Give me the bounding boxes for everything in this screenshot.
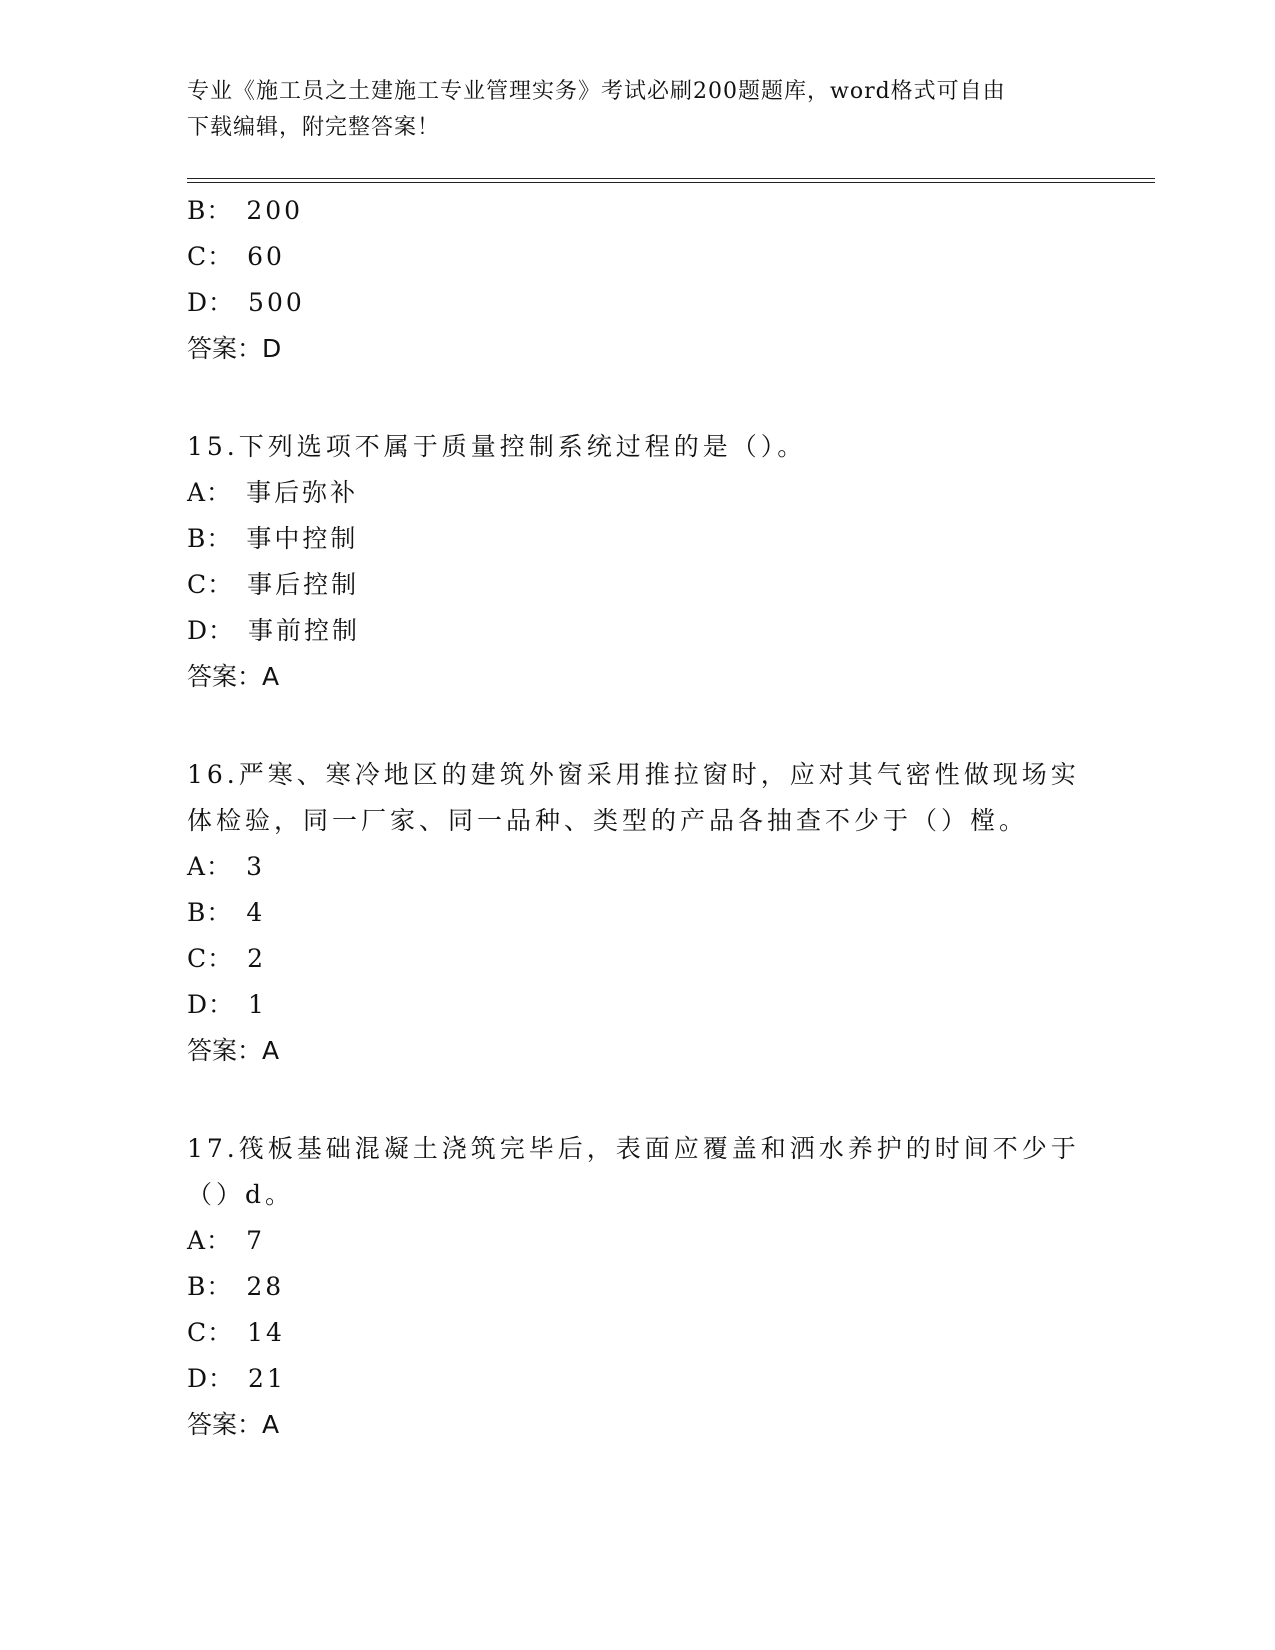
option-c <box>187 936 1087 982</box>
option-text: 4 <box>246 898 266 927</box>
option-text: 事后控制 <box>247 570 360 599</box>
option-text: 事后弥补 <box>246 478 359 507</box>
option-key: C： <box>187 1318 234 1347</box>
option-text: 2 <box>247 944 267 973</box>
question-stem-line: （）d。 <box>187 1180 295 1209</box>
question-stem-line: 体检验，同一厂家、同一品种、类型的产品各抽查不少于（）樘。 <box>187 806 1029 835</box>
option-b <box>187 516 1087 562</box>
option-a <box>187 470 1087 516</box>
option-text: 60 <box>247 242 285 271</box>
option-text: 21 <box>248 1364 286 1393</box>
question-list <box>187 188 1087 1448</box>
answer-line: 答案：A <box>187 662 280 691</box>
option-key: C： <box>187 242 234 271</box>
question-stem <box>187 752 1087 844</box>
option-text: 7 <box>246 1226 265 1255</box>
question-block-15 <box>187 424 1087 700</box>
option-key: B： <box>187 196 233 225</box>
option-key: A： <box>187 478 233 507</box>
answer-line: 答案：A <box>187 1410 280 1439</box>
answer-line: 答案：A <box>187 1036 280 1065</box>
option-d <box>187 982 1087 1028</box>
question-stem-line: 17.筏板基础混凝土浇筑完毕后，表面应覆盖和洒水养护的时间不少于 <box>187 1134 1080 1163</box>
option-text: 500 <box>248 288 305 317</box>
option-d <box>187 280 1087 326</box>
question-stem-line: 16.严寒、寒冷地区的建筑外窗采用推拉窗时，应对其气密性做现场实 <box>187 760 1080 789</box>
question-block-17 <box>187 1126 1087 1448</box>
spacer <box>187 1074 1087 1126</box>
option-b <box>187 1264 1087 1310</box>
spacer <box>187 372 1087 424</box>
question-block-continued <box>187 188 1087 372</box>
option-text: 200 <box>246 196 304 225</box>
option-a <box>187 844 1087 890</box>
option-text: 14 <box>247 1318 285 1347</box>
spacer <box>187 700 1087 752</box>
option-key: D： <box>187 1364 235 1393</box>
question-stem <box>187 1126 1087 1218</box>
header-line-2: 下载编辑，附完整答案！ <box>187 115 441 140</box>
option-key: C： <box>187 944 234 973</box>
header-divider-bottom <box>187 182 1155 183</box>
question-stem <box>187 424 1087 470</box>
option-b <box>187 890 1087 936</box>
option-text: 28 <box>246 1272 285 1301</box>
option-c <box>187 234 1087 280</box>
option-key: D： <box>187 616 235 645</box>
option-d <box>187 608 1087 654</box>
option-d <box>187 1356 1087 1402</box>
option-c <box>187 1310 1087 1356</box>
option-c <box>187 562 1087 608</box>
question-block-16 <box>187 752 1087 1074</box>
option-a <box>187 1218 1087 1264</box>
option-b <box>187 188 1087 234</box>
option-text: 3 <box>246 852 265 881</box>
header-line-1: 专业《施工员之土建施工专业管理实务》考试必刷200题题库，word格式可自由 <box>187 79 1006 104</box>
answer-line: 答案：D <box>187 334 282 363</box>
option-text: 事前控制 <box>248 616 361 645</box>
option-key: B： <box>187 1272 233 1301</box>
question-stem-line: 15.下列选项不属于质量控制系统过程的是（）。 <box>187 432 807 461</box>
option-key: B： <box>187 898 233 927</box>
option-text: 1 <box>248 990 267 1019</box>
option-text: 事中控制 <box>246 524 359 553</box>
option-key: A： <box>187 1226 233 1255</box>
option-key: D： <box>187 288 235 317</box>
header-divider-top <box>187 178 1155 179</box>
option-key: A： <box>187 852 233 881</box>
option-key: B： <box>187 524 233 553</box>
option-key: C： <box>187 570 234 599</box>
page-header <box>187 74 1077 146</box>
option-key: D： <box>187 990 235 1019</box>
